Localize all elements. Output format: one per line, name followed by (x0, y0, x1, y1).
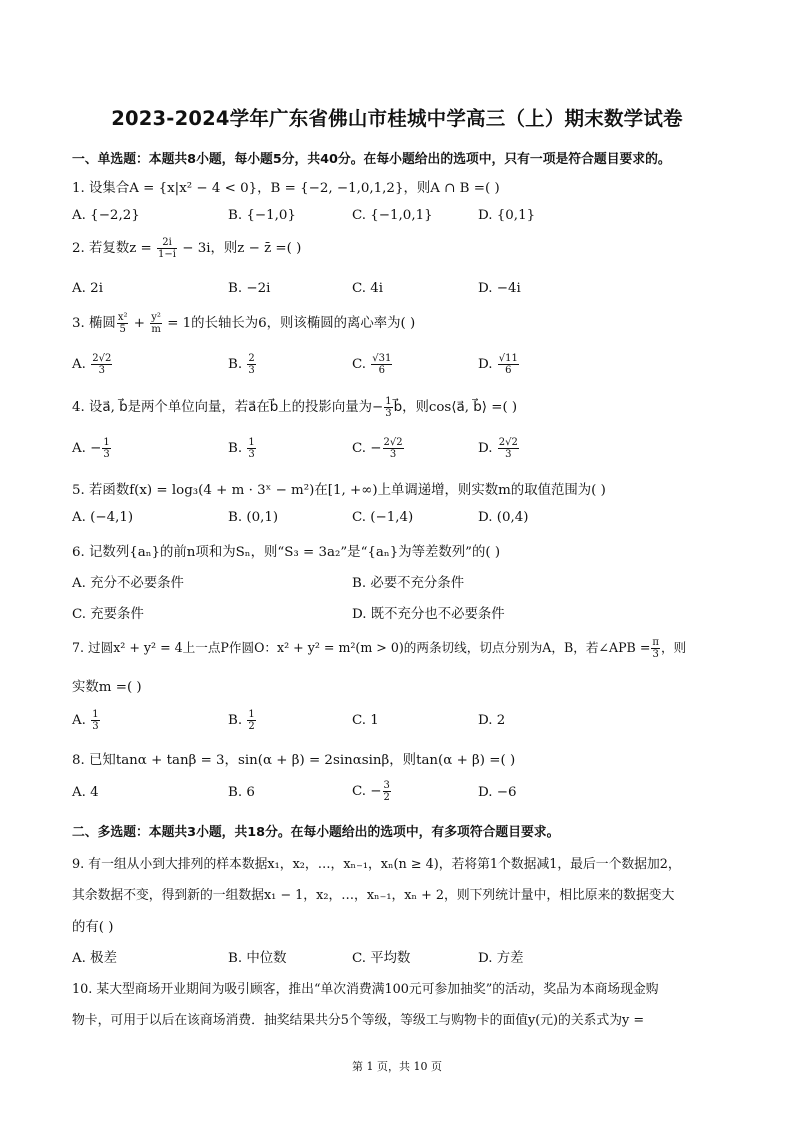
page-title: 2023-2024学年广东省佛山市桂城中学高三（上）期末数学试卷 (111, 107, 683, 130)
q6-option-d: D. 既不充分也不必要条件 (352, 607, 505, 622)
section-heading-single-choice: 一、单选题：本题共8小题，每小题5分，共40分。在每小题给出的选项中，只有一项是符合题目要求的。 (72, 152, 671, 167)
q3-option-a: A. $\frac{2√2}{3}$ (72, 353, 112, 376)
q8-option-c: C. − $\frac{3}{2}$ (352, 780, 390, 803)
question-9-line-3: 的有( ) (72, 920, 114, 935)
q2-option-a: A. 2i (72, 281, 103, 296)
q2-option-d: D. −4i (478, 281, 521, 296)
q4-option-d: D. $\frac{2√2}{3}$ (478, 437, 518, 460)
q3-option-c: C. $\frac{√31}{6}$ (352, 353, 392, 376)
q4-option-c: C. − $\frac{2√2}{3}$ (352, 437, 403, 460)
q2-option-c: C. 4i (352, 281, 384, 296)
question-7-stem-cont: 实数m =( ) (72, 680, 142, 695)
section-heading-multi-choice: 二、多选题：本题共3小题，共18分。在每小题给出的选项中，有多项符合题目要求。 (72, 825, 560, 840)
q4-option-b: B. $\frac{1}{3}$ (228, 437, 255, 460)
q6-option-a: A. 充分不必要条件 (72, 576, 184, 591)
q5-option-d: D. (0,4) (478, 510, 529, 525)
q7-option-d: D. 2 (478, 713, 506, 728)
q2-fraction: $\frac{2i}{1-i}$ (158, 237, 176, 260)
q7-option-a: A. $\frac{1}{3}$ (72, 709, 99, 732)
q1-option-a: A. {−2,2} (72, 208, 140, 223)
question-5-stem: 5. 若函数f(x) = log₃(4 + m · 3ˣ − m²)在[1, +∞)上单调递增，则实数m的取值范围为( ) (72, 483, 606, 498)
q1-option-d: D. {0,1} (478, 208, 536, 223)
q6-option-b: B. 必要不充分条件 (352, 576, 465, 591)
question-6-stem: 6. 记数列{aₙ}的前n项和为Sₙ，则“S₃ = 3a₂”是“{aₙ}为等差数列”的( ) (72, 545, 501, 560)
q5-option-b: B. (0,1) (228, 510, 279, 525)
question-7-stem: 7. 过圆x² + y² = 4上一点P作圆O：x² + y² = m²(m > 0)的两条切线，切点分别为A，B，若∠APB = $\frac{\pi}{3}$ ，则 (72, 637, 687, 660)
q1-option-c: C. {−1,0,1} (352, 208, 433, 223)
q9-option-d: D. 方差 (478, 951, 524, 966)
question-2-stem: 2. 若复数z = $\frac{2i}{1-i}$ − 3i，则z − z̄ =( ) (72, 237, 302, 260)
q7-option-c: C. 1 (352, 713, 379, 728)
q9-option-c: C. 平均数 (352, 951, 411, 966)
q8-option-a: A. 4 (72, 785, 99, 800)
q4-option-a: A. − $\frac{1}{3}$ (72, 437, 110, 460)
question-3-stem: 3. 椭圆 $\frac{\text{x²}}{5}$ + $\frac{\text{y²}}{m}$ = 1的长轴长为6，则该椭圆的离心率为( ) (72, 312, 416, 335)
q6-option-c: C. 充要条件 (72, 607, 144, 622)
question-9-line-2: 其余数据不变，得到新的一组数据x₁ − 1，x₂，…，xₙ₋₁，xₙ + 2，则下列统计量中，相比原来的数据变大 (72, 888, 675, 903)
q2-option-b: B. −2i (228, 281, 271, 296)
question-10-line-1: 10. 某大型商场开业期间为吸引顾客，推出“单次消费满100元可参加抽奖”的活动，奖品为本商场现金购 (72, 982, 659, 997)
q5-option-c: C. (−1,4) (352, 510, 414, 525)
q8-option-d: D. −6 (478, 785, 517, 800)
question-10-line-2: 物卡，可用于以后在该商场消费．抽奖结果共分5个等级，等级工与购物卡的面值y(元)的关系式为y = (72, 1013, 645, 1028)
q3-option-b: B. $\frac{2}{3}$ (228, 353, 255, 376)
q8-option-b: B. 6 (228, 785, 255, 800)
q9-option-b: B. 中位数 (228, 951, 287, 966)
q3-option-d: D. $\frac{√11}{6}$ (478, 353, 518, 376)
q7-option-b: B. $\frac{1}{2}$ (228, 709, 255, 732)
page-footer: 第 1 页，共 10 页 (352, 1060, 442, 1073)
question-8-stem: 8. 已知tanα + tanβ = 3，sin(α + β) = 2sinαsinβ，则tan(α + β) =( ) (72, 753, 516, 768)
question-1-stem: 1. 设集合A = {x|x² − 4 < 0}，B = {−2, −1,0,1,2}，则A ∩ B =( ) (72, 181, 500, 196)
q1-option-b: B. {−1,0} (228, 208, 296, 223)
question-4-stem: 4. 设a⃗, b⃗是两个单位向量，若a⃗在b⃗上的投影向量为− $\frac{1}{3}$ b⃗，则cos⟨a⃗, b⃗⟩ =( ) (72, 396, 518, 419)
question-9-line-1: 9. 有一组从小到大排列的样本数据x₁，x₂，…，xₙ₋₁，xₙ(n ≥ 4)，若将第1个数据减1，最后一个数据加2， (72, 857, 681, 872)
q5-option-a: A. (−4,1) (72, 510, 134, 525)
q9-option-a: A. 极差 (72, 951, 117, 966)
